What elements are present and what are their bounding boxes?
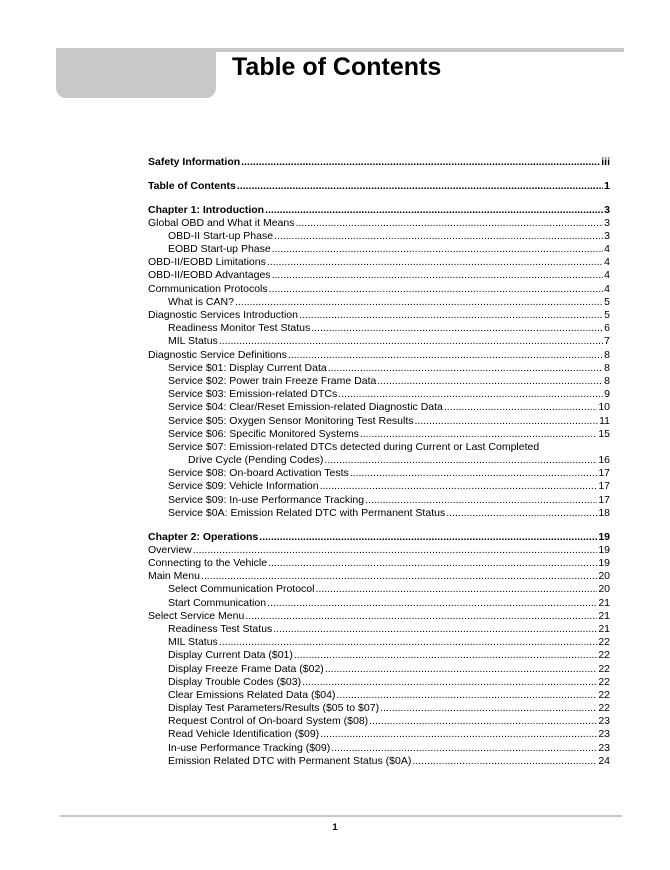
toc-entry[interactable] bbox=[148, 309, 610, 322]
toc-entry-page: 3 bbox=[604, 216, 610, 229]
page-number: 1 bbox=[332, 822, 338, 833]
toc-entry[interactable] bbox=[148, 217, 610, 230]
toc-entry-label: Communication Protocols bbox=[148, 282, 268, 295]
toc-entry[interactable] bbox=[148, 349, 610, 362]
toc-entry-label: Display Test Parameters/Results ($05 to $07) bbox=[168, 702, 380, 715]
toc-entry[interactable] bbox=[148, 570, 610, 583]
toc-dot-leader bbox=[267, 256, 603, 269]
toc-dot-leader bbox=[268, 557, 597, 570]
toc-dot-leader bbox=[237, 180, 603, 193]
toc-entry-page: 22 bbox=[598, 636, 610, 649]
toc-entry-page: 19 bbox=[598, 543, 610, 556]
toc-entry-page: 21 bbox=[598, 622, 610, 635]
toc-dot-leader bbox=[337, 689, 598, 702]
toc-entry-page: 24 bbox=[598, 754, 610, 767]
toc-dot-leader bbox=[219, 636, 598, 649]
toc-dot-leader bbox=[299, 309, 603, 322]
toc-entry[interactable] bbox=[148, 610, 610, 623]
toc-entry[interactable] bbox=[148, 663, 610, 676]
toc-entry[interactable] bbox=[148, 243, 610, 256]
toc-entry-page: 6 bbox=[604, 322, 610, 335]
toc-entry-page: 15 bbox=[598, 427, 610, 440]
toc-entry-label: Service $0A: Emission Related DTC with Permanent Status bbox=[168, 506, 446, 519]
toc-entry-page: 8 bbox=[604, 361, 610, 374]
toc-entry-label: Read Vehicle Identification ($09) bbox=[168, 728, 320, 741]
toc-entry[interactable] bbox=[148, 715, 610, 728]
toc-entry-label: Display Freeze Frame Data ($02) bbox=[168, 662, 324, 675]
toc-entry-page: iii bbox=[601, 155, 610, 168]
toc-entry-page: 8 bbox=[604, 374, 610, 387]
toc-entry[interactable] bbox=[148, 481, 610, 494]
toc-entry-label: Display Trouble Codes ($03) bbox=[168, 675, 302, 688]
toc-entry[interactable] bbox=[148, 494, 610, 507]
toc-dot-leader bbox=[193, 544, 598, 557]
toc-entry-page: 5 bbox=[604, 309, 610, 322]
toc-entry-page: 20 bbox=[598, 570, 610, 583]
toc-entry-label: What is CAN? bbox=[168, 295, 234, 308]
toc-dot-leader bbox=[412, 755, 597, 768]
toc-entry-page: 11 bbox=[599, 414, 610, 427]
toc-entry-label: Service $09: In-use Performance Tracking bbox=[168, 493, 365, 506]
toc-entry-label: Select Service Menu bbox=[148, 609, 245, 622]
toc-entry-page: 4 bbox=[604, 282, 610, 295]
toc-entry-page: 22 bbox=[598, 649, 610, 662]
toc-entry[interactable] bbox=[148, 531, 610, 544]
toc-dot-leader bbox=[377, 375, 603, 388]
toc-dot-leader bbox=[350, 467, 598, 480]
toc-dot-leader bbox=[446, 507, 597, 520]
toc-dot-leader bbox=[331, 742, 597, 755]
toc-entry[interactable] bbox=[148, 597, 610, 610]
toc-entry-label: Global OBD and What it Means bbox=[148, 216, 295, 229]
toc-entry[interactable] bbox=[148, 649, 610, 662]
toc-entry-page: 1 bbox=[604, 179, 610, 192]
toc-dot-leader bbox=[315, 583, 597, 596]
toc-entry-page: 3 bbox=[604, 203, 610, 216]
toc-entry-page: 22 bbox=[598, 675, 610, 688]
toc-entry[interactable] bbox=[148, 256, 610, 269]
toc-entry[interactable] bbox=[148, 230, 610, 243]
toc-entry-label: EOBD Start-up Phase bbox=[168, 243, 271, 256]
toc-entry-label: Service $02: Power train Freeze Frame Data bbox=[168, 374, 377, 387]
toc-entry-label: Service $07: Emission-related DTCs detected during Current or Last Completed bbox=[168, 440, 540, 453]
toc-dot-leader bbox=[269, 283, 604, 296]
toc-entry[interactable] bbox=[148, 362, 610, 375]
toc-dot-leader bbox=[302, 676, 597, 689]
toc-entry-page: 22 bbox=[598, 702, 610, 715]
toc-entry[interactable] bbox=[148, 296, 610, 309]
toc-dot-leader bbox=[325, 663, 598, 676]
toc-entry[interactable] bbox=[148, 401, 610, 414]
toc-entry-label: Chapter 1: Introduction bbox=[148, 203, 265, 216]
toc-dot-leader bbox=[267, 597, 597, 610]
toc-entry-label: Service $09: Vehicle Information bbox=[168, 480, 319, 493]
toc-dot-leader bbox=[380, 702, 597, 715]
page-title: Table of Contents bbox=[232, 53, 442, 81]
toc-dot-leader bbox=[265, 204, 603, 217]
toc-entry-label: Service $05: Oxygen Sensor Monitoring Test Results bbox=[168, 414, 414, 427]
toc-list bbox=[148, 156, 610, 768]
toc-entry[interactable] bbox=[148, 689, 610, 702]
toc-entry[interactable] bbox=[148, 544, 610, 557]
toc-entry-page: 17 bbox=[598, 493, 610, 506]
toc-entry[interactable] bbox=[148, 636, 610, 649]
toc-entry-label: Readiness Test Status bbox=[168, 622, 273, 635]
toc-entry-label: Diagnostic Service Definitions bbox=[148, 348, 287, 361]
toc-entry-label: Table of Contents bbox=[148, 179, 236, 192]
footer-rule bbox=[60, 815, 622, 817]
toc-entry-label: Overview bbox=[148, 543, 192, 556]
toc-entry-label: Select Communication Protocol bbox=[168, 583, 315, 596]
toc-entry-label: Diagnostic Services Introduction bbox=[148, 309, 298, 322]
toc-entry[interactable] bbox=[148, 415, 610, 428]
toc-entry-page: 23 bbox=[598, 728, 610, 741]
toc-entry-page: 4 bbox=[604, 269, 610, 282]
toc-entry[interactable] bbox=[148, 623, 610, 636]
toc-dot-leader bbox=[415, 415, 599, 428]
toc-entry-page: 5 bbox=[604, 295, 610, 308]
toc-entry-page: 23 bbox=[598, 715, 610, 728]
toc-entry-page: 22 bbox=[598, 662, 610, 675]
toc-dot-leader bbox=[444, 401, 597, 414]
toc-dot-leader bbox=[311, 322, 603, 335]
toc-entry-page: 19 bbox=[598, 557, 610, 570]
toc-dot-leader bbox=[272, 269, 604, 282]
toc-dot-leader bbox=[259, 531, 597, 544]
toc-entry-page: 19 bbox=[598, 530, 610, 543]
toc-entry-label: Start Communication bbox=[168, 596, 267, 609]
toc-entry[interactable] bbox=[148, 428, 610, 441]
toc-entry[interactable] bbox=[148, 755, 610, 768]
toc-entry-page: 10 bbox=[598, 401, 610, 414]
toc-entry[interactable] bbox=[148, 335, 610, 348]
toc-entry[interactable] bbox=[148, 375, 610, 388]
toc-dot-leader bbox=[235, 296, 603, 309]
toc-entry-label: Readiness Monitor Test Status bbox=[168, 322, 311, 335]
toc-entry-label: MIL Status bbox=[168, 335, 218, 348]
toc-entry-page: 17 bbox=[598, 480, 610, 493]
toc-entry-label: Connecting to the Vehicle bbox=[148, 557, 268, 570]
toc-entry-page: 3 bbox=[604, 229, 610, 242]
toc-entry[interactable] bbox=[148, 204, 610, 217]
toc-entry-label: In-use Performance Tracking ($09) bbox=[168, 741, 331, 754]
toc-entry-label: Main Menu bbox=[148, 570, 200, 583]
toc-dot-leader bbox=[295, 217, 603, 230]
toc-entry-page: 20 bbox=[598, 583, 610, 596]
toc-dot-leader bbox=[320, 480, 598, 493]
toc-entry-page: 22 bbox=[598, 688, 610, 701]
toc-entry-page: 16 bbox=[598, 454, 610, 467]
toc-entry-label: Service $04: Clear/Reset Emission-related Diagnostic Data bbox=[168, 401, 443, 414]
toc-entry-page: 7 bbox=[604, 335, 610, 348]
toc-entry-label: Service $08: On-board Activation Tests bbox=[168, 467, 349, 480]
toc-entry-page: 9 bbox=[604, 388, 610, 401]
toc-entry-label: Drive Cycle (Pending Codes) bbox=[188, 454, 324, 467]
toc-entry[interactable] bbox=[148, 467, 610, 480]
toc-entry[interactable] bbox=[148, 676, 610, 689]
toc-entry[interactable] bbox=[148, 180, 610, 193]
toc-entry-page: 21 bbox=[598, 596, 610, 609]
toc-entry-label: Service $06: Specific Monitored Systems bbox=[168, 427, 359, 440]
toc-entry[interactable] bbox=[148, 156, 610, 169]
toc-dot-leader bbox=[288, 349, 603, 362]
toc-dot-leader bbox=[219, 335, 603, 348]
toc-entry[interactable] bbox=[148, 270, 610, 283]
toc-entry-page: 18 bbox=[598, 506, 610, 519]
toc-dot-leader bbox=[338, 388, 603, 401]
toc-entry-page: 4 bbox=[604, 243, 610, 256]
toc-dot-leader bbox=[320, 728, 597, 741]
toc-dot-leader bbox=[365, 494, 597, 507]
toc-entry-page: 8 bbox=[604, 348, 610, 361]
toc-entry-page: 21 bbox=[598, 609, 610, 622]
toc-entry[interactable] bbox=[148, 742, 610, 755]
toc-dot-leader bbox=[273, 623, 597, 636]
toc-entry-label: Safety Information bbox=[148, 155, 241, 168]
toc-entry-label: OBD-II Start-up Phase bbox=[168, 229, 274, 242]
toc-dot-leader bbox=[369, 715, 597, 728]
toc-entry-label: OBD-II/EOBD Limitations bbox=[148, 256, 266, 269]
toc-dot-leader bbox=[328, 362, 603, 375]
toc-dot-leader bbox=[201, 570, 597, 583]
toc-entry[interactable] bbox=[148, 583, 610, 596]
toc-entry-label: Service $01: Display Current Data bbox=[168, 361, 327, 374]
toc-entry[interactable] bbox=[148, 702, 610, 715]
toc-entry[interactable] bbox=[148, 454, 610, 467]
toc-entry-page: 23 bbox=[598, 741, 610, 754]
toc-dot-leader bbox=[241, 156, 600, 169]
toc-entry-label: Service $03: Emission-related DTCs bbox=[168, 388, 338, 401]
toc-entry-label: Clear Emissions Related Data ($04) bbox=[168, 688, 336, 701]
toc-dot-leader bbox=[272, 243, 603, 256]
toc-dot-leader bbox=[360, 428, 597, 441]
toc-entry[interactable] bbox=[148, 388, 610, 401]
toc-entry[interactable] bbox=[148, 441, 610, 454]
toc-entry-page: 17 bbox=[598, 467, 610, 480]
toc-entry[interactable] bbox=[148, 507, 610, 520]
header-rule bbox=[214, 48, 624, 52]
toc-entry-label: OBD-II/EOBD Advantages bbox=[148, 269, 271, 282]
toc-dot-leader bbox=[324, 454, 597, 467]
toc-dot-leader bbox=[274, 230, 603, 243]
toc-entry[interactable] bbox=[148, 728, 610, 741]
toc-entry[interactable] bbox=[148, 283, 610, 296]
toc-entry[interactable] bbox=[148, 322, 610, 335]
toc-entry-page: 4 bbox=[604, 256, 610, 269]
header-tab bbox=[56, 48, 216, 98]
toc-dot-leader bbox=[245, 610, 597, 623]
toc-entry[interactable] bbox=[148, 557, 610, 570]
toc-entry-label: Request Control of On-board System ($08) bbox=[168, 715, 369, 728]
toc-dot-leader bbox=[294, 649, 597, 662]
toc-entry-label: Chapter 2: Operations bbox=[148, 530, 259, 543]
toc-entry-label: MIL Status bbox=[168, 636, 218, 649]
toc-entry-label: Display Current Data ($01) bbox=[168, 649, 293, 662]
toc-entry-label: Emission Related DTC with Permanent Status ($0A) bbox=[168, 754, 412, 767]
